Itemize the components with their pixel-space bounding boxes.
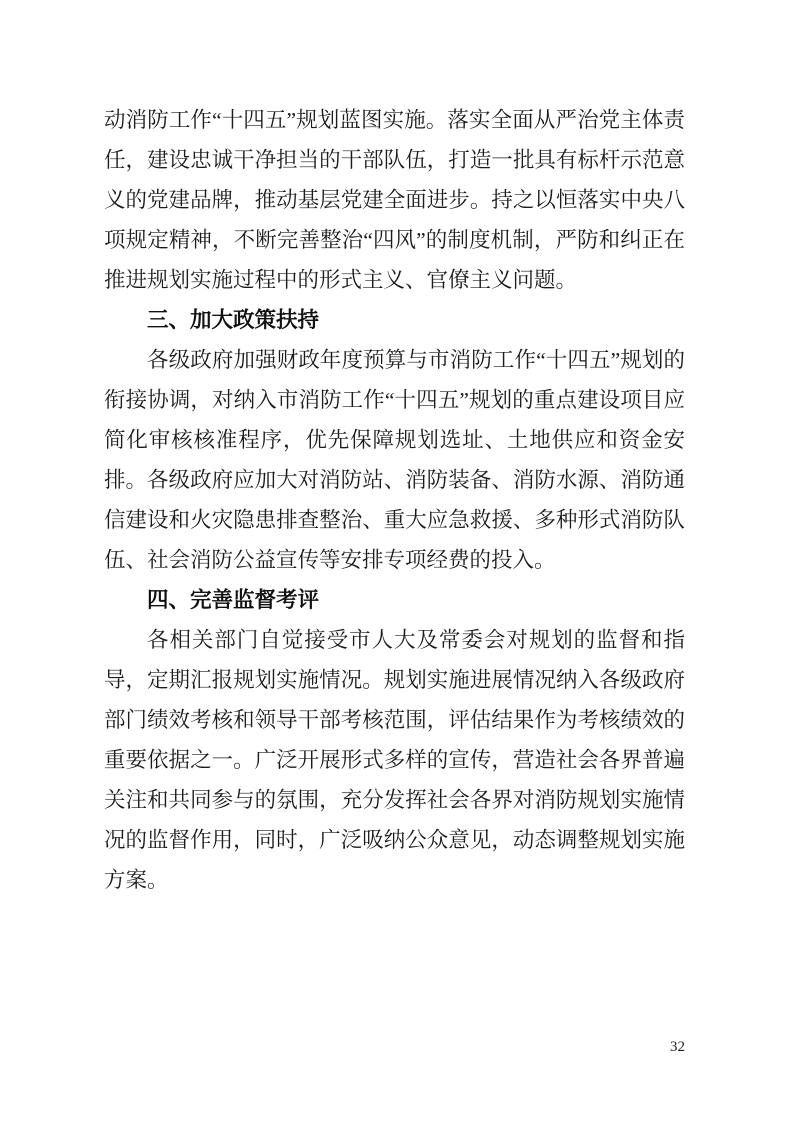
section-heading: 四、完善监督考评 [147,588,320,612]
body-paragraph: 动消防工作“十四五”规划蓝图实施。落实全面从严治党主体责任，建设忠诚干净担当的干部队伍，打造一批具有标杆示范意义的党建品牌，推动基层党建全面进步。持之以恒落实中央八项规定精神，不断完善整治“四风”的制度机制，严防和纠正在推进规划实施过程中的形式主义、官僚主义问题。 [104,108,685,292]
page-number: 32 [670,1039,685,1055]
body-paragraph: 各级政府加强财政年度预算与市消防工作“十四五”规划的衔接协调，对纳入市消防工作“十四五”规划的重点建设项目应简化审核核准程序，优先保障规划选址、土地供应和资金安排。各级政府应加大对消防站、消防装备、消防水源、消防通信建设和火灾隐患排查整治、重大应急救援、多种形式消防队伍、社会消防公益宣传等安排专项经费的投入。 [104,348,685,572]
document-body [104,100,685,900]
body-paragraph: 各相关部门自觉接受市人大及常委会对规划的监督和指导，定期汇报规划实施情况。规划实施进展情况纳入各级政府部门绩效考核和领导干部考核范围，评估结果作为考核绩效的重要依据之一。广泛开展形式多样的宣传，营造社会各界普遍关注和共同参与的氛围，充分发挥社会各界对消防规划实施情况的监督作用，同时，广泛吸纳公众意见，动态调整规划实施方案。 [104,628,685,892]
section-heading: 三、加大政策扶持 [147,308,320,332]
